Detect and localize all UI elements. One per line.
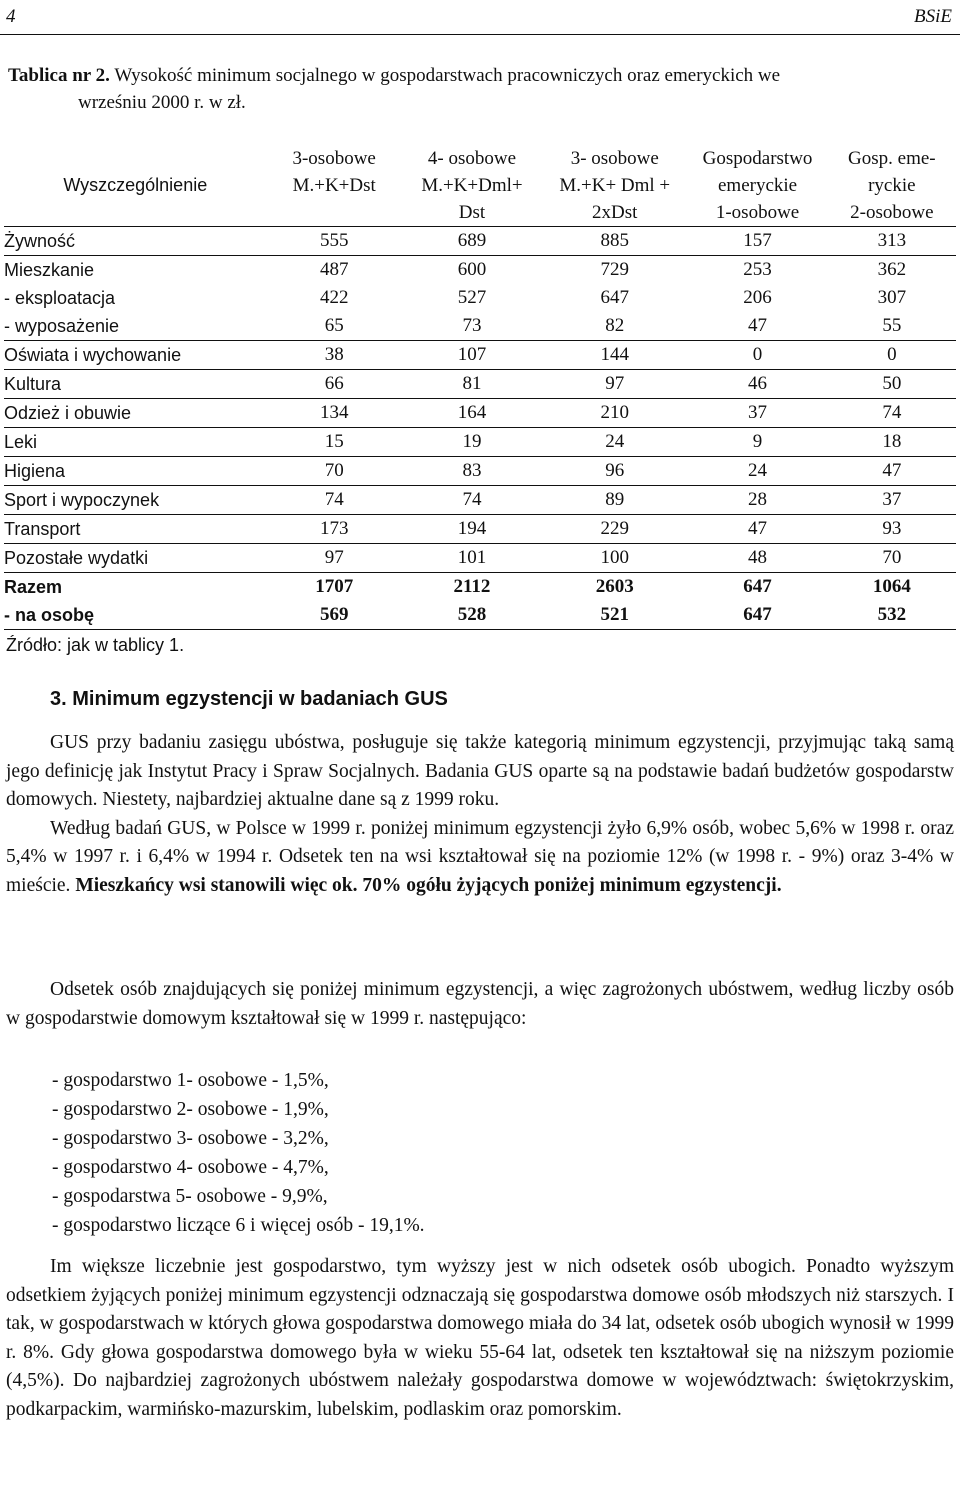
table-cell: 74 bbox=[402, 486, 542, 515]
row-label: Transport bbox=[4, 515, 267, 544]
table-cell: 229 bbox=[542, 515, 687, 544]
caption-text: Wysokość minimum socjalnego w gospodarstwach pracowniczych oraz emeryckich we bbox=[109, 65, 781, 86]
table-cell: 66 bbox=[267, 370, 402, 399]
table-cell: 24 bbox=[687, 457, 827, 486]
table-row bbox=[4, 428, 956, 457]
source-note: Źródło: jak w tablicy 1. bbox=[6, 635, 185, 655]
column-header: 3- osobowe M.+K+ Dml + 2xDst bbox=[559, 148, 671, 223]
table-cell: 47 bbox=[687, 515, 827, 544]
table-row bbox=[4, 544, 956, 573]
section-heading: 3. Minimum egzystencji w badaniach GUS bbox=[50, 688, 448, 710]
table-cell: 0 bbox=[687, 341, 827, 370]
table-cell: 97 bbox=[542, 370, 687, 399]
table-row bbox=[4, 457, 956, 486]
table-cell: 487 422 65 bbox=[267, 256, 402, 341]
column-header: Gosp. eme- ryckie 2-osobowe bbox=[848, 148, 936, 223]
table-cell: 253 206 47 bbox=[687, 256, 827, 341]
list-item: - gospodarstwo 3- osobowe - 3,2%, bbox=[52, 1128, 329, 1149]
table-row bbox=[4, 515, 956, 544]
table-cell: 134 bbox=[267, 399, 402, 428]
minimum-table bbox=[4, 143, 956, 630]
row-label: Żywność bbox=[4, 227, 267, 256]
table-cell: 1064 532 bbox=[828, 573, 956, 630]
table-cell: 47 bbox=[828, 457, 956, 486]
table-cell: 50 bbox=[828, 370, 956, 399]
header-label: Wyszczególnienie bbox=[63, 175, 208, 195]
list-item: - gospodarstwo 1- osobowe - 1,5%, bbox=[52, 1070, 329, 1091]
list-item: - gospodarstwo 2- osobowe - 1,9%, bbox=[52, 1099, 329, 1120]
table-cell: 83 bbox=[402, 457, 542, 486]
table-cell: 37 bbox=[828, 486, 956, 515]
table-cell: 100 bbox=[542, 544, 687, 573]
table-cell: 74 bbox=[828, 399, 956, 428]
paragraph-1 bbox=[6, 729, 954, 900]
table-row bbox=[4, 399, 956, 428]
row-label: Odzież i obuwie bbox=[4, 399, 267, 428]
table-cell: 48 bbox=[687, 544, 827, 573]
table-cell: 144 bbox=[542, 341, 687, 370]
table-cell: 74 bbox=[267, 486, 402, 515]
row-label: Mieszkanie - eksploatacja - wyposażenie bbox=[4, 256, 267, 341]
paragraph-4 bbox=[6, 1253, 954, 1424]
table-cell: 81 bbox=[402, 370, 542, 399]
table-cell: 729 647 82 bbox=[542, 256, 687, 341]
table-cell: 37 bbox=[687, 399, 827, 428]
table-cell: 9 bbox=[687, 428, 827, 457]
caption-text-line2: wrześniu 2000 r. w zł. bbox=[78, 92, 246, 113]
row-label: Leki bbox=[4, 428, 267, 457]
table-cell: 15 bbox=[267, 428, 402, 457]
table-cell: 38 bbox=[267, 341, 402, 370]
table-row bbox=[4, 573, 956, 630]
table-caption bbox=[8, 62, 953, 116]
table-cell: 362 307 55 bbox=[828, 256, 956, 341]
table-cell: 93 bbox=[828, 515, 956, 544]
table-cell: 600 527 73 bbox=[402, 256, 542, 341]
paragraph-3 bbox=[6, 976, 954, 1033]
table-cell: 173 bbox=[267, 515, 402, 544]
list-item: - gospodarstwa 5- osobowe - 9,9%, bbox=[52, 1186, 328, 1207]
table-cell: 89 bbox=[542, 486, 687, 515]
table-cell: 2603 521 bbox=[542, 573, 687, 630]
table-cell: 194 bbox=[402, 515, 542, 544]
table-cell: 689 bbox=[402, 227, 542, 256]
row-label: Sport i wypoczynek bbox=[4, 486, 267, 515]
paragraph-text: Według badań GUS, w Polsce w 1999 r. poniżej minimum egzystencji żyło 6,9% osób, wobec 5,6% w 1998 r. oraz 5,4% w 1997 r. i 6,4% w 1994 r. Odsetek ten na wsi kształtował się na poziomie 12% (w 1998 r. - 9%) oraz 3-4% w mieście. Mieszkańcy wsi stanowili więc ok. 70% ogółu żyjących poniżej minimum egzystencji. bbox=[6, 817, 954, 896]
table-cell: 101 bbox=[402, 544, 542, 573]
page-number: 4 bbox=[6, 6, 16, 27]
table-row bbox=[4, 486, 956, 515]
table-cell: 97 bbox=[267, 544, 402, 573]
column-header: Gospodarstwo emeryckie 1-osobowe bbox=[702, 148, 813, 223]
table-cell: 24 bbox=[542, 428, 687, 457]
table-cell: 2112 528 bbox=[402, 573, 542, 630]
table-cell: 210 bbox=[542, 399, 687, 428]
journal-title: BSiE bbox=[914, 6, 952, 27]
table-cell: 0 bbox=[828, 341, 956, 370]
table-cell: 555 bbox=[267, 227, 402, 256]
table-cell: 96 bbox=[542, 457, 687, 486]
row-label: Higiena bbox=[4, 457, 267, 486]
table-cell: 313 bbox=[828, 227, 956, 256]
table-row bbox=[4, 341, 956, 370]
row-label: Kultura bbox=[4, 370, 267, 399]
column-header: 4- osobowe M.+K+Dml+ Dst bbox=[421, 148, 523, 223]
caption-lead: Tablica nr 2. bbox=[8, 65, 110, 86]
paragraph-text: Odsetek osób znajdujących się poniżej minimum egzystencji, a więc zagrożonych ubóstwem, według liczby osób w gospodarstwie domowym kształtował się w 1999 r. następująco: bbox=[6, 979, 954, 1029]
table-cell: 28 bbox=[687, 486, 827, 515]
row-label: Oświata i wychowanie bbox=[4, 341, 267, 370]
page-header bbox=[0, 0, 960, 35]
list-item: - gospodarstwo liczące 6 i więcej osób - 19,1%. bbox=[52, 1215, 425, 1236]
paragraph-text: GUS przy badaniu zasięgu ubóstwa, posługuje się także kategorią minimum egzystencji, przyjmując taką samą jego definicję jak Instytut Pracy i Spraw Socjalnych. Badania GUS oparte są na podstawie badań budżetów gospodarstw domowych. Niestety, najbardziej aktualne dane są z 1999 roku. bbox=[6, 732, 954, 810]
table-cell: 19 bbox=[402, 428, 542, 457]
row-label: Razem - na osobę bbox=[4, 573, 267, 630]
table-row bbox=[4, 227, 956, 256]
table-cell: 164 bbox=[402, 399, 542, 428]
table-row bbox=[4, 256, 956, 341]
table-cell: 70 bbox=[267, 457, 402, 486]
table-cell: 18 bbox=[828, 428, 956, 457]
paragraph-text: Im większe liczebnie jest gospodarstwo, tym wyższy jest w nich odsetek osób ubogich. Ponadto wyższym odsetkiem żyjących poniżej minimum egzystencji odznaczają się gospodarstwa domowe osób młodszych niż starszych. I tak, w gospodarstwach w których głowa gospodarstwa domowego miała do 34 lat, odsetek osób ubogich wynosił w 1999 r. 8%. Gdy głowa gospodarstwa domowego była w wieku 55-64 lat, odsetek ten kształtował się na niższym poziomie (4,5%). Do najbardziej zagrożonych ubóstwem należały gospodarstwa domowe w województwach: świętokrzyskim, podkarpackim, warmińsko-mazurskim, lubelskim, podlaskim oraz pomorskim. bbox=[6, 1256, 954, 1420]
table-cell: 107 bbox=[402, 341, 542, 370]
table-cell: 1707 569 bbox=[267, 573, 402, 630]
row-label: Pozostałe wydatki bbox=[4, 544, 267, 573]
table-cell: 647 647 bbox=[687, 573, 827, 630]
table-cell: 157 bbox=[687, 227, 827, 256]
list-item: - gospodarstwo 4- osobowe - 4,7%, bbox=[52, 1157, 329, 1178]
table-header-row bbox=[4, 143, 956, 227]
table-cell: 46 bbox=[687, 370, 827, 399]
table-cell: 70 bbox=[828, 544, 956, 573]
column-header: 3-osobowe M.+K+Dst bbox=[292, 148, 376, 196]
table-cell: 885 bbox=[542, 227, 687, 256]
household-list bbox=[52, 1066, 425, 1240]
table-row bbox=[4, 370, 956, 399]
